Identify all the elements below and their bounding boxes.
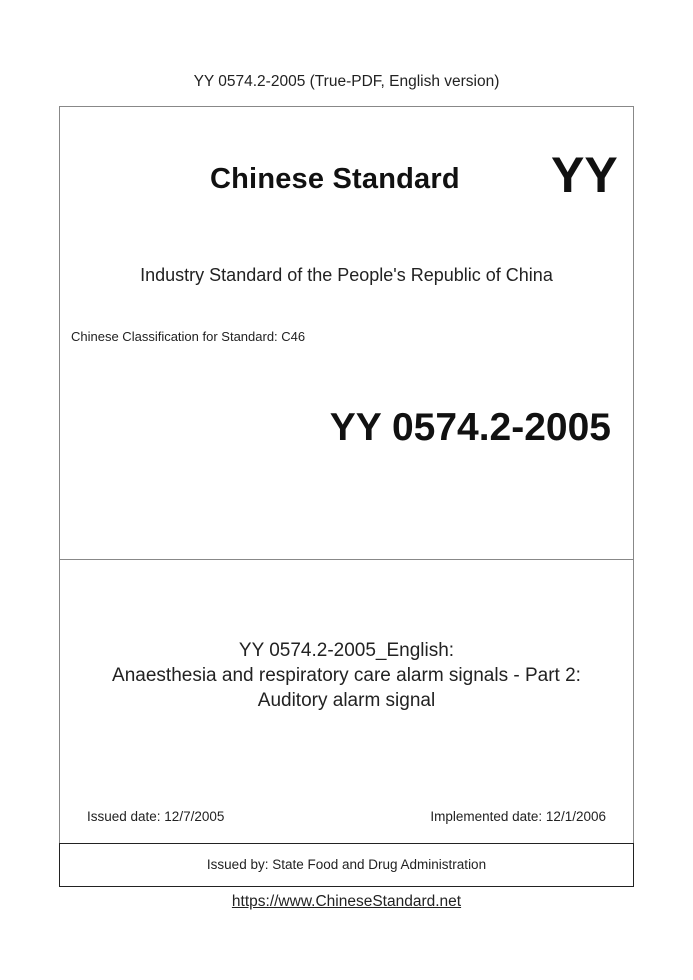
document-title-line-3: Auditory alarm signal xyxy=(257,690,436,711)
document-title xyxy=(59,638,634,713)
classification-label: Chinese Classification for Standard: C46 xyxy=(71,329,306,344)
page-header: YY 0574.2-2005 (True-PDF, English version) xyxy=(193,73,500,90)
industry-statement: Industry Standard of the People's Republic of China xyxy=(140,265,553,285)
document-title-line-1: YY 0574.2-2005_English: xyxy=(238,640,455,661)
standard-title: Chinese Standard xyxy=(210,163,460,195)
implemented-date: Implemented date: 12/1/2006 xyxy=(430,809,606,824)
standard-code-logo: YY xyxy=(551,147,618,203)
issued-date: Issued date: 12/7/2005 xyxy=(87,809,225,824)
website-link[interactable]: https://www.ChineseStandard.net xyxy=(231,893,462,910)
issuer-text: Issued by: State Food and Drug Administration xyxy=(206,857,487,872)
standard-number: YY 0574.2-2005 xyxy=(329,406,611,449)
document-title-line-2: Anaesthesia and respiratory care alarm signals - Part 2: xyxy=(112,665,581,686)
